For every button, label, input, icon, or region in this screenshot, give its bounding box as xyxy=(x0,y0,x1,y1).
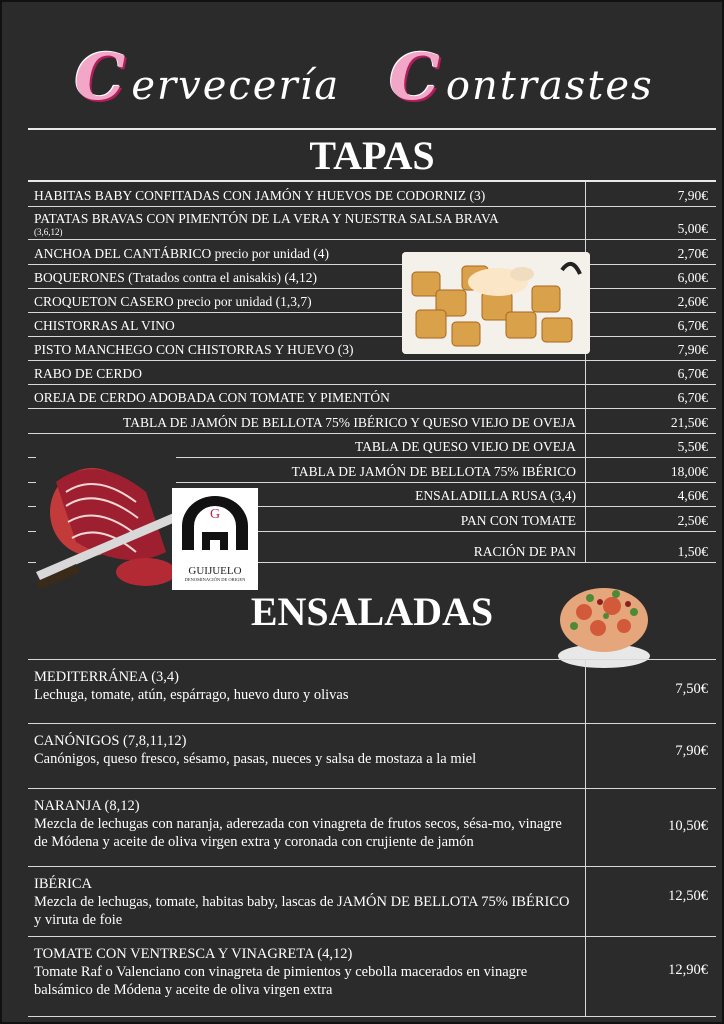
tapa-name-text: TABLA DE JAMÓN DE BELLOTA 75% IBÉRICO xyxy=(291,464,576,479)
tapa-name-text: HABITAS BABY CONFITADAS CON JAMÓN Y HUEVOS DE CODORNIZ (3) xyxy=(34,188,486,203)
tapa-price: 18,00€ xyxy=(670,464,708,479)
guijuelo-logo xyxy=(172,488,258,590)
tapa-name-text: ANCHOA DEL CANTÁBRICO precio por unidad (4) xyxy=(34,246,329,261)
jamon-image xyxy=(36,442,176,588)
salad-text xyxy=(34,945,576,999)
tapa-name xyxy=(415,488,576,504)
tapa-row xyxy=(28,240,716,265)
salad-description: Mezcla de lechugas con naranja, aderezada con vinagreta de frutos secos, sésa-mo, vinagre de Módena y aceite de oliva virgen extra y coronada con crujiente de jamón xyxy=(34,816,562,850)
ensalada-photo xyxy=(554,576,656,670)
tapa-name-text: TABLA DE QUESO VIEJO DE OVEJA xyxy=(354,439,576,454)
brand-initial-c-2: C xyxy=(388,40,442,115)
tapa-name xyxy=(34,211,576,237)
tapa-name-text: CROQUETON CASERO precio por unidad (1,3,7) xyxy=(34,294,312,309)
logo-subtitle: DENOMINACIÓN DE ORIGEN xyxy=(184,577,246,582)
salad-text xyxy=(34,732,576,768)
salad-price: 12,50€ xyxy=(668,888,708,904)
tapa-name xyxy=(461,513,576,529)
tapa-row xyxy=(28,385,716,409)
brand-word-contrastes: ontrastes xyxy=(445,63,654,109)
salads-bottom-border xyxy=(28,1016,716,1017)
patatas-bravas-image xyxy=(402,252,590,354)
tapas-title: TAPAS xyxy=(309,133,435,178)
tapa-name-text: BOQUERONES (Tratados contra el anisakis) (4,12) xyxy=(34,270,317,285)
tapa-price: 6,70€ xyxy=(677,390,708,405)
ensaladas-title: ENSALADAS xyxy=(250,589,494,634)
salad-row xyxy=(28,936,716,1019)
tapa-name-text: RABO DE CERDO xyxy=(34,366,143,381)
guijuelo-emblem xyxy=(172,488,258,558)
salad-description: Canónigos, queso fresco, sésamo, pasas, nueces y salsa de mostaza a la miel xyxy=(34,751,477,767)
salad-name: IBÉRICA xyxy=(34,876,92,892)
salad-price: 7,50€ xyxy=(675,681,708,697)
tapa-row xyxy=(28,409,716,434)
salad-name: CANÓNIGOS (7,8,11,12) xyxy=(34,733,187,749)
tapa-name-text: OREJA DE CERDO ADOBADA CON TOMATE Y PIMENTÓN xyxy=(34,390,390,405)
tapa-name xyxy=(474,544,576,560)
salad-description: Lechuga, tomate, atún, espárrago, huevo duro y olivas xyxy=(34,687,349,703)
tapa-price: 6,70€ xyxy=(677,318,708,333)
salad-row xyxy=(28,723,716,789)
tapa-price: 2,60€ xyxy=(677,294,708,309)
brand-initial-c: C xyxy=(74,40,128,115)
tapa-name xyxy=(34,366,576,382)
tapa-price: 1,50€ xyxy=(677,544,708,559)
tapa-row xyxy=(28,289,716,313)
tapa-name-text: PISTO MANCHEGO CON CHISTORRAS Y HUEVO (3) xyxy=(34,342,354,357)
tapa-name xyxy=(292,464,576,480)
tapa-name xyxy=(34,390,576,406)
restaurant-name xyxy=(2,40,724,115)
tapa-price: 7,90€ xyxy=(677,188,708,203)
tapa-price: 6,70€ xyxy=(677,366,708,381)
tapa-price: 5,50€ xyxy=(677,439,708,454)
salad-name: NARANJA (8,12) xyxy=(34,798,140,814)
tapa-row xyxy=(28,182,716,207)
salad-price: 7,90€ xyxy=(675,743,708,759)
brand-word-cerveceria: ervecería xyxy=(131,63,341,109)
tapa-name-text: PATATAS BRAVAS CON PIMENTÓN DE LA VERA Y NUESTRA SALSA BRAVA xyxy=(34,211,499,226)
tapa-row xyxy=(28,313,716,337)
salad-name: MEDITERRÁNEA (3,4) xyxy=(34,669,179,685)
salad-description: Tomate Raf o Valenciano con vinagreta de pimientos y cebolla macerados en vinagre balsámico de Módena y aceite de oliva virgen extra xyxy=(34,964,528,998)
salad-row xyxy=(28,866,716,937)
tapa-price: 4,60€ xyxy=(677,488,708,503)
ensalada-image xyxy=(554,576,656,670)
tapa-name xyxy=(123,415,576,431)
salad-text xyxy=(34,875,576,929)
jamon-photo xyxy=(36,442,176,588)
tapa-price: 5,00€ xyxy=(677,221,708,236)
tapa-name-text: RACIÓN DE PAN xyxy=(473,544,576,559)
tapa-name-text: PAN CON TOMATE xyxy=(460,513,576,528)
tapas-top-border xyxy=(28,128,716,130)
tapa-name xyxy=(355,439,576,455)
salad-row xyxy=(28,788,716,867)
salad-price-column-divider xyxy=(585,659,586,1016)
tapa-row xyxy=(28,207,716,240)
salad-name: TOMATE CON VENTRESCA Y VINAGRETA (4,12) xyxy=(34,946,353,962)
tapa-price: 21,50€ xyxy=(670,415,708,430)
tapa-name-text: ENSALADILLA RUSA (3,4) xyxy=(415,488,576,503)
tapa-name xyxy=(34,188,576,204)
tapa-name-text: TABLA DE JAMÓN DE BELLOTA 75% IBÉRICO Y QUESO VIEJO DE OVEJA xyxy=(123,415,576,430)
tapa-price: 2,70€ xyxy=(677,246,708,261)
logo-letter: G xyxy=(209,507,221,522)
logo-name: GUIJUELO xyxy=(188,565,242,577)
tapa-name-text: CHISTORRAS AL VINO xyxy=(34,318,175,333)
tapa-price: 7,90€ xyxy=(677,342,708,357)
salad-text xyxy=(34,797,576,851)
tapa-row xyxy=(28,337,716,361)
salad-description: Mezcla de lechugas, tomate, habitas baby, lascas de JAMÓN DE BELLOTA 75% IBÉRICO y viruta de foie xyxy=(34,894,570,928)
salad-price: 10,50€ xyxy=(668,818,708,834)
tapa-price: 6,00€ xyxy=(677,270,708,285)
salad-row xyxy=(28,659,716,724)
patatas-bravas-photo xyxy=(402,252,590,354)
tapa-price: 2,50€ xyxy=(677,513,708,528)
salad-text xyxy=(34,668,576,704)
tapa-row xyxy=(28,361,716,385)
tapa-row xyxy=(28,265,716,289)
salad-price: 12,90€ xyxy=(668,962,708,978)
tapa-allergen-note: (3,6,12) xyxy=(34,227,63,237)
